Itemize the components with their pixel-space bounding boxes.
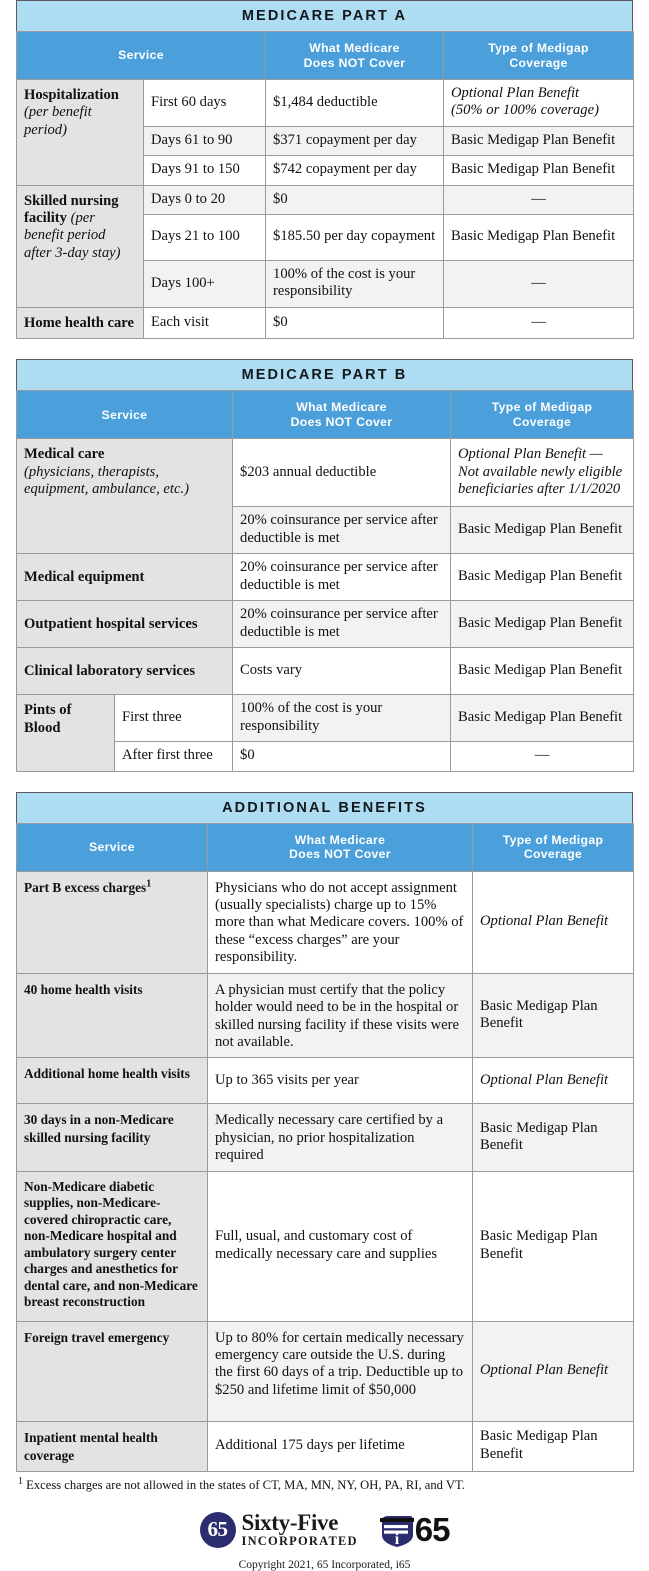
service-cell-clinical-lab: Clinical laboratory services <box>17 648 233 695</box>
not-covered-value: $0 <box>266 307 444 338</box>
what-medicare-line1: What Medicare <box>294 832 386 847</box>
what-medicare-line2: Does NOT Cover <box>289 847 391 862</box>
sixty-five-wordmark <box>242 1511 358 1548</box>
part-b-title: MEDICARE PART B <box>16 359 633 390</box>
not-covered-value: Physicians who do not accept assignment (usually specialists) charge up to 15% more than what Medicare covers. 100% of these “excess charges” are your responsibility. <box>208 871 473 973</box>
column-header-what-medicare <box>208 823 473 871</box>
i65-number: 65 <box>414 1510 450 1548</box>
not-covered-value: Medically necessary care certified by a physician, no prior hospitalization required <box>208 1104 473 1171</box>
incorporated-label: INCORPORATED <box>241 1534 358 1549</box>
sixty-five-disc-icon: 65 <box>200 1512 236 1548</box>
column-header-what-medicare <box>266 32 444 80</box>
not-covered-value: A physician must certify that the policy holder would need to be in the hospital or skilled nursing facility if these visits were not available. <box>208 973 473 1058</box>
what-medicare-line2: Does NOT Cover <box>290 414 393 429</box>
not-covered-value: Up to 80% for certain medically necessary emergency care outside the U.S. during the first 60 days of a trip. Deductible up to $250 and lifetime limit of $50,000 <box>208 1321 473 1421</box>
service-label: Skilled nursing <box>24 192 119 209</box>
what-medicare-line1: What Medicare <box>309 41 400 55</box>
not-covered-value: 20% coinsurance per service after deductible is met <box>233 507 451 554</box>
medigap-coverage-value: Optional Plan Benefit <box>473 1321 634 1421</box>
subrow-label: Days 100+ <box>144 261 266 308</box>
not-covered-value: $203 annual deductible <box>233 439 451 507</box>
subrow-label: Days 0 to 20 <box>144 185 266 214</box>
service-label-2: facility <box>24 210 67 227</box>
type-medigap-line2: Coverage <box>523 847 583 862</box>
service-cell-30-days-snf: 30 days in a non-Medicare skilled nursing facility <box>17 1104 208 1171</box>
medigap-coverage-value: Optional Plan Benefit <box>473 871 634 973</box>
not-covered-value: Full, usual, and customary cost of medically necessary care and supplies <box>208 1171 473 1321</box>
type-medigap-line1: Type of Medigap <box>502 832 604 847</box>
table-row <box>17 1421 634 1471</box>
additional-benefits-title: ADDITIONAL BENEFITS <box>16 792 633 823</box>
medigap-coverage-value: Basic Medigap Plan Benefit <box>451 695 634 742</box>
table-row <box>17 695 634 742</box>
medigap-coverage-value: Basic Medigap Plan Benefit <box>451 507 634 554</box>
shield-icon <box>380 1512 414 1548</box>
type-medigap-line2: Coverage <box>512 414 572 429</box>
type-medigap-line1: Type of Medigap <box>488 41 589 55</box>
service-cell-medical-care <box>17 439 233 554</box>
medigap-coverage-value: — <box>451 742 634 771</box>
table-row <box>17 1321 634 1421</box>
medigap-coverage-value: Basic Medigap Plan Benefit <box>444 126 634 155</box>
service-note: (per benefit period after 3-day stay) <box>24 210 121 261</box>
what-medicare-line2: Does NOT Cover <box>303 55 406 70</box>
column-header-service: Service <box>17 823 208 871</box>
service-note: (per benefit period) <box>24 104 92 138</box>
table-row <box>17 80 634 127</box>
medigap-coverage-value: Basic Medigap Plan Benefit <box>451 648 634 695</box>
service-cell-pints-of-blood <box>17 695 115 771</box>
medigap-coverage-value: Optional Plan Benefit <box>473 1058 634 1104</box>
column-header-service: Service <box>17 32 266 80</box>
column-header-type-medigap <box>451 391 634 439</box>
not-covered-value: 20% coinsurance per service after deductible is met <box>233 601 451 648</box>
not-covered-value: Additional 175 days per lifetime <box>208 1421 473 1471</box>
medigap-coverage-value: Basic Medigap Plan Benefit <box>444 215 634 261</box>
service-cell-home-health: Home health care <box>17 307 144 338</box>
footnote-marker: 1 <box>146 878 152 890</box>
subrow-label: Days 21 to 100 <box>144 215 266 261</box>
medigap-coverage-value <box>444 80 634 127</box>
service-label: Hospitalization <box>24 87 119 103</box>
service-cell-inpatient-mental-health: Inpatient mental health coverage <box>17 1421 208 1471</box>
table-row <box>17 185 634 214</box>
medicare-part-b-table <box>16 359 633 771</box>
table-row <box>17 648 634 695</box>
subrow-label: After first three <box>115 742 233 771</box>
table-header-row <box>17 32 634 80</box>
type-medigap-line1: Type of Medigap <box>491 400 593 415</box>
subrow-label: Each visit <box>144 307 266 338</box>
table-row <box>17 973 634 1058</box>
medigap-coverage-value: Basic Medigap Plan Benefit <box>444 156 634 185</box>
not-covered-value: 100% of the cost is your responsibility <box>233 695 451 742</box>
medigap-coverage-value: Basic Medigap Plan Benefit <box>451 554 634 601</box>
not-covered-value: $742 copayment per day <box>266 156 444 185</box>
not-covered-value: Up to 365 visits per year <box>208 1058 473 1104</box>
not-covered-value: $0 <box>233 742 451 771</box>
medigap-coverage-value: — <box>444 185 634 214</box>
table-row <box>17 1058 634 1104</box>
table-row <box>17 601 634 648</box>
service-label: Medical care <box>24 446 105 463</box>
medigap-line2: (50% or 100% coverage) <box>451 102 599 119</box>
medigap-coverage-value: Basic Medigap Plan Benefit <box>451 601 634 648</box>
table-row <box>17 1171 634 1321</box>
service-cell-additional-home-health: Additional home health visits <box>17 1058 208 1104</box>
sixty-five-name: Sixty-Five <box>241 1510 339 1536</box>
medigap-coverage-value: Optional Plan Benefit — Not available newly eligible beneficiaries after 1/1/2020 <box>451 439 634 507</box>
medigap-coverage-value: — <box>444 307 634 338</box>
medigap-coverage-value: — <box>444 261 634 308</box>
table-row <box>17 554 634 601</box>
not-covered-value: $185.50 per day copayment <box>266 215 444 261</box>
medigap-coverage-value: Basic Medigap Plan Benefit <box>473 1421 634 1471</box>
service-label: Pints of Blood <box>24 702 72 736</box>
not-covered-value: $371 copayment per day <box>266 126 444 155</box>
medigap-coverage-value: Basic Medigap Plan Benefit <box>473 973 634 1058</box>
medicare-part-a-table <box>16 0 633 339</box>
subrow-label: First three <box>115 695 233 742</box>
not-covered-value: 100% of the cost is your responsibility <box>266 261 444 308</box>
svg-text:i: i <box>394 1530 399 1548</box>
section-gap <box>16 339 633 359</box>
not-covered-value: $0 <box>266 185 444 214</box>
part-a-title: MEDICARE PART A <box>16 0 633 31</box>
subrow-label: Days 61 to 90 <box>144 126 266 155</box>
table-row <box>17 307 634 338</box>
subrow-label: First 60 days <box>144 80 266 127</box>
medigap-coverage-value: Basic Medigap Plan Benefit <box>473 1104 634 1171</box>
footer <box>16 1507 633 1571</box>
table-row <box>17 439 634 507</box>
service-cell-outpatient-hospital: Outpatient hospital services <box>17 601 233 648</box>
type-medigap-line2: Coverage <box>509 55 568 70</box>
not-covered-value: 20% coinsurance per service after deductible is met <box>233 554 451 601</box>
section-gap <box>16 772 633 792</box>
i65-logo <box>380 1512 450 1548</box>
service-cell-skilled-nursing <box>17 185 144 307</box>
service-cell-part-b-excess <box>17 871 208 973</box>
column-header-what-medicare <box>233 391 451 439</box>
service-cell-non-medicare-items: Non-Medicare diabetic supplies, non-Medicare-covered chiropractic care, non-Medicare hospital and ambulatory surgery center charges and anesthetics for dental care, and non-Medicare breast reconstruction <box>17 1171 208 1321</box>
table-row <box>17 871 634 973</box>
footnote-marker: 1 <box>18 1475 23 1487</box>
not-covered-value: Costs vary <box>233 648 451 695</box>
logo-row <box>16 1507 633 1553</box>
subrow-label: Days 91 to 150 <box>144 156 266 185</box>
column-header-type-medigap <box>473 823 634 871</box>
table-header-row <box>17 823 634 871</box>
footnote-text: Excess charges are not allowed in the states of CT, MA, MN, NY, OH, PA, RI, and VT. <box>26 1477 465 1492</box>
service-cell-foreign-travel: Foreign travel emergency <box>17 1321 208 1421</box>
additional-benefits-table <box>16 792 633 1472</box>
table-row <box>17 1104 634 1171</box>
service-cell-hospitalization <box>17 80 144 186</box>
medigap-coverage-value: Basic Medigap Plan Benefit <box>473 1171 634 1321</box>
medigap-line1: Optional Plan Benefit <box>451 85 580 101</box>
service-cell-40-home-health: 40 home health visits <box>17 973 208 1058</box>
what-medicare-line1: What Medicare <box>296 400 387 415</box>
column-header-service: Service <box>17 391 233 439</box>
footnote <box>16 1472 633 1493</box>
column-header-type-medigap <box>444 32 634 80</box>
table-header-row <box>17 391 634 439</box>
service-label: Part B excess charges <box>24 879 147 895</box>
service-cell-medical-equipment: Medical equipment <box>17 554 233 601</box>
not-covered-value: $1,484 deductible <box>266 80 444 127</box>
sixty-five-incorporated-logo <box>200 1511 358 1548</box>
service-note: (physicians, therapists, equipment, ambulance, etc.) <box>24 463 189 498</box>
copyright-text: Copyright 2021, 65 Incorporated, i65 <box>238 1558 411 1571</box>
